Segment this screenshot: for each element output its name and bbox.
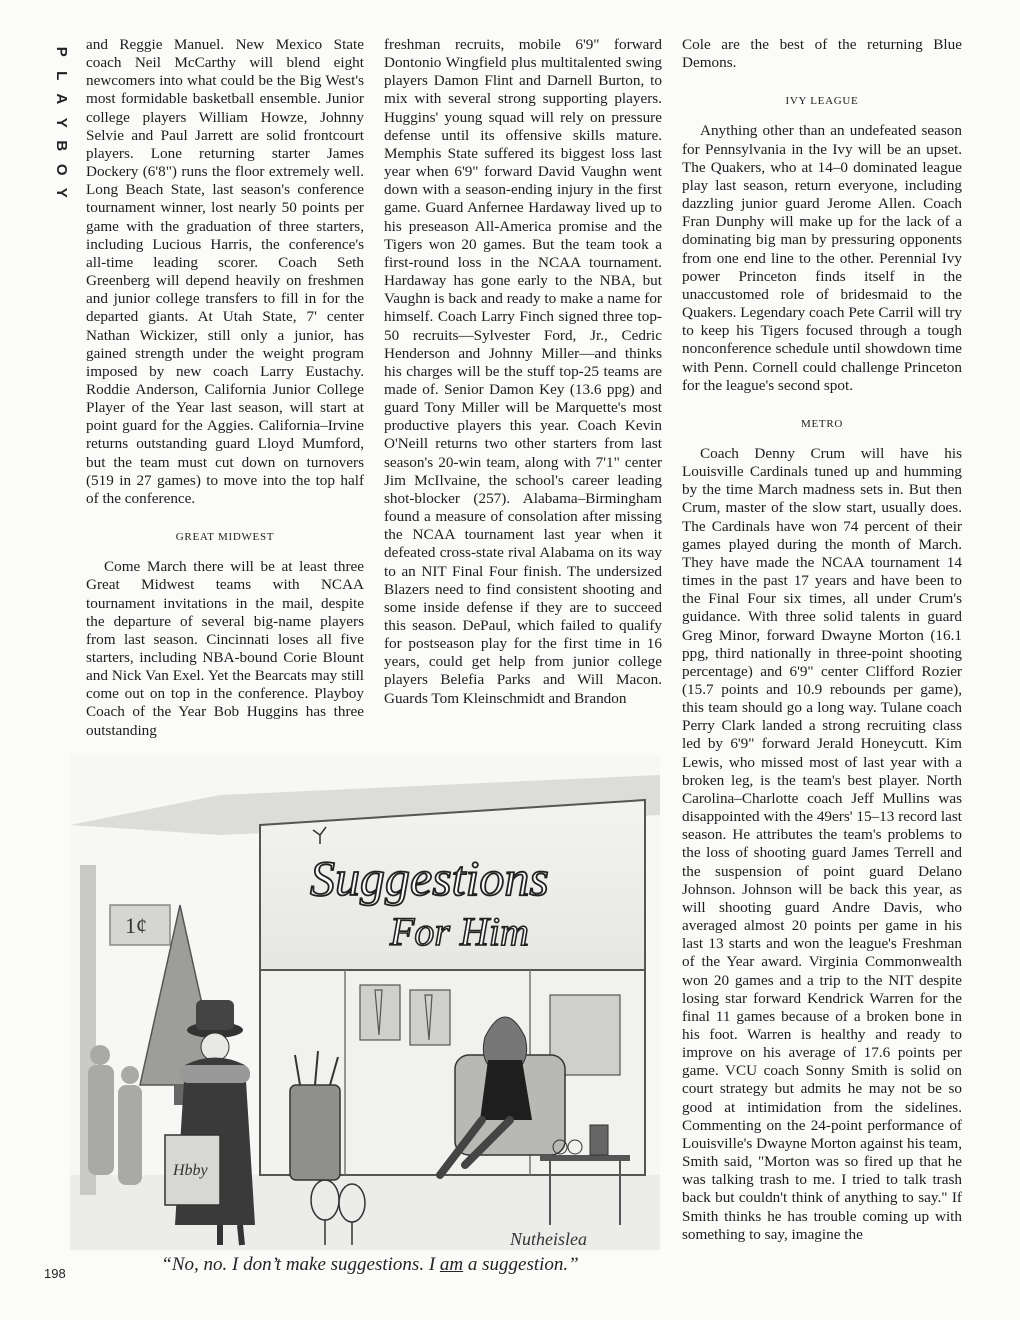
column-2 xyxy=(384,36,662,708)
store-banner xyxy=(260,800,645,970)
logo-letter: O xyxy=(52,163,70,176)
cartoon-caption xyxy=(90,1254,650,1276)
heading-ivy-league: IVY LEAGUE xyxy=(785,95,859,108)
logo-letter: B xyxy=(52,140,70,152)
col3-paragraph-3: Coach Denny Crum will have his Louisville Cardinals tuned up and humming by the time March madness sets in. But then Crum, master of the slow start, usually does. The Cardinals have won 74 percent of their games played during the month of March. They have made the NCAA tournament 14 times in the past 17 years and have been to the Final Four six times, all under Crum's guidance. With three solid talents in guard Greg Minor, forward Dwayne Morton (16.1 ppg, third nationally in three-point shooting percentage) and 6'9" center Clifford Rozier (15.7 points and 10.9 rebounds per game), this team should go a long way. Tulane coach Perry Clark landed a strong recruiting class led by 6'9" forward Jerald Honeycutt. Kim Lewis, who missed most of last year with a broken leg, is the team's best player. North Carolina–Charlotte coach Jeff Mullins was disappointed with the 49ers' 15–13 record last season. He attributes the team's problems to the loss of shooting guard James Terrell and the suspension of point guard Delano Johnson. Johnson will be back this year, as will shooting guard Andre Davis, who averaged almost 20 points per game in his last 13 starts and won the league's Freshman of the Year award. Virginia Commonwealth won 20 games and a trip to the NIT despite losing star forward Kendrick Warren for the final 11 games because of a broken bone in his foot. Warren is healthy and ready to improve on his average of 17.6 points per game. VCU coach Sonny Smith is solid on court strategy but admits he may not be so good at intimidation from the sidelines. Commenting on the 24-point performance of Louisville's Dwayne Morton against his team, Smith said, "Morton was so fired up that he was talking trash to me. I tried to talk trash back but couldn't think of anything to say." If Smith thinks he has trouble coming up with something to say, imagine the xyxy=(682,444,962,1243)
artist-signature: Nutheislea xyxy=(510,1229,587,1249)
banner-line-1: Suggestions xyxy=(310,850,549,906)
logo-letter: Y xyxy=(52,187,70,198)
page-number: 198 xyxy=(44,1266,66,1281)
heading-great-midwest: GREAT MIDWEST xyxy=(175,531,275,544)
logo-letter: Y xyxy=(52,117,70,128)
bag-text: Hbby xyxy=(173,1162,208,1179)
caption-emphasis: am xyxy=(439,1254,464,1275)
col3-paragraph-1: Cole are the best of the returning Blue Demons. xyxy=(682,36,962,72)
logo-letter: A xyxy=(52,93,70,105)
col1-paragraph-2: Come March there will be at least three Great Midwest teams with NCAA tournament invitations in the mail, despite the departure of several big-name players from last season. Cincinnati loses all five starters, including NBA-bound Corie Blount and Nick Van Exel. Yet the Bearcats may still come out on top in the conference. Playboy Coach of the Year Bob Huggins has three outstanding xyxy=(86,558,364,739)
column-1 xyxy=(86,36,364,740)
banner-line-2: For Him xyxy=(390,909,529,954)
vertical-logo xyxy=(50,40,72,205)
cartoon-illustration xyxy=(70,755,660,1250)
logo-letter: P xyxy=(52,46,70,57)
shop-sign-text: 1¢ xyxy=(125,913,147,938)
logo-letter: L xyxy=(52,70,70,80)
heading-metro: METRO xyxy=(801,417,843,430)
col1-paragraph-1: and Reggie Manuel. New Mexico State coach Neil McCarthy will blend eight newcomers into what could be the Big West's most formidable basketball ensemble. Junior college players William Howze, Johnny Selvie and Paul Jarrett are solid frontcourt players. Lone returning starter James Dockery (6'8") runs the floor extremely well. Long Beach State, last season's conference tournament winner, lost nearly 50 points per game with the graduation of three starters, including Lucious Harris, the conference's all-time leading scorer. Coach Seth Greenberg will depend heavily on freshmen and junior college transfers to fill in for the departed giants. At Utah State, 7' center Nathan Wickizer, still only a junior, has gained strength under the weight program imposed by new coach Larry Eustachy. Roddie Anderson, California Junior College Player of the Year last season, will start at point guard for the Aggies. California–Irvine returns outstanding guard Lloyd Mumford, but the team must cut down on turnovers (519 in 27 games) to move into the top half of the conference. xyxy=(86,36,364,507)
caption-before: “No, no. I don’t make suggestions. I xyxy=(161,1254,440,1275)
col3-paragraph-2: Anything other than an undefeated season for Pennsylvania in the Ivy will be an upset. The Quakers, who at 14–0 dominated league play last season, return everyone, including dazzling junior guard Jerome Allen. Coach Fran Dunphy will make up for the lack of a dominating big man by pressuring opponents from one end line to the other. Perennial Ivy power Princeton finds itself in the unaccustomed role of bridesmaid to the Quakers. Legendary coach Pete Carril will try to keep his Tigers focused through a tough nonconference schedule until showdown time with Penn. Cornell could challenge Princeton for the league's second spot. xyxy=(682,122,962,394)
column-3 xyxy=(682,36,962,1244)
caption-after: a suggestion.” xyxy=(463,1254,579,1275)
col2-paragraph-1: freshman recruits, mobile 6'9" forward Dontonio Wingfield plus multitalented swing players Damon Flint and Darnell Burton, to mix with several strong supporting players. Huggins' young squad will rely on pressure defense until its offensive skills mature. Memphis State suffered its biggest loss last year when 6'9" forward David Vaughn went down with a season-ending injury in the first game. Guard Anfernee Hardaway lived up to his preseason All-America promise and the Tigers won 20 games. But the team took a first-round loss in the NCAA tournament. Hardaway has gone early to the NBA, but Vaughn is back and ready to make a name for himself. Coach Larry Finch signed three top-50 recruits—Sylvester Ford, Jr., Cedric Henderson and Johnny Miller—and thinks his charges will be the stuff top-25 teams are made of. Senior Damon Key (13.6 ppg) and guard Tony Miller will be Marquette's most productive players this year. Coach Kevin O'Neill returns two other starters from last season's 20-win team, along with 7'1" center Jim McIlvaine, the school's career leading shot-blocker (257). Alabama–Birmingham found a measure of consolation after missing the NCAA tournament last year when it defeated cross-state rival Alabama on its way to an NIT Final Four finish. The undersized Blazers need to find consistent shooting and some inside defense if they are to succeed this season. DePaul, which failed to qualify for postseason play for the first time in 16 years, could get help from junior college players Belefia Parks and Will Macon. Guards Tom Kleinschmidt and Brandon xyxy=(384,36,662,707)
